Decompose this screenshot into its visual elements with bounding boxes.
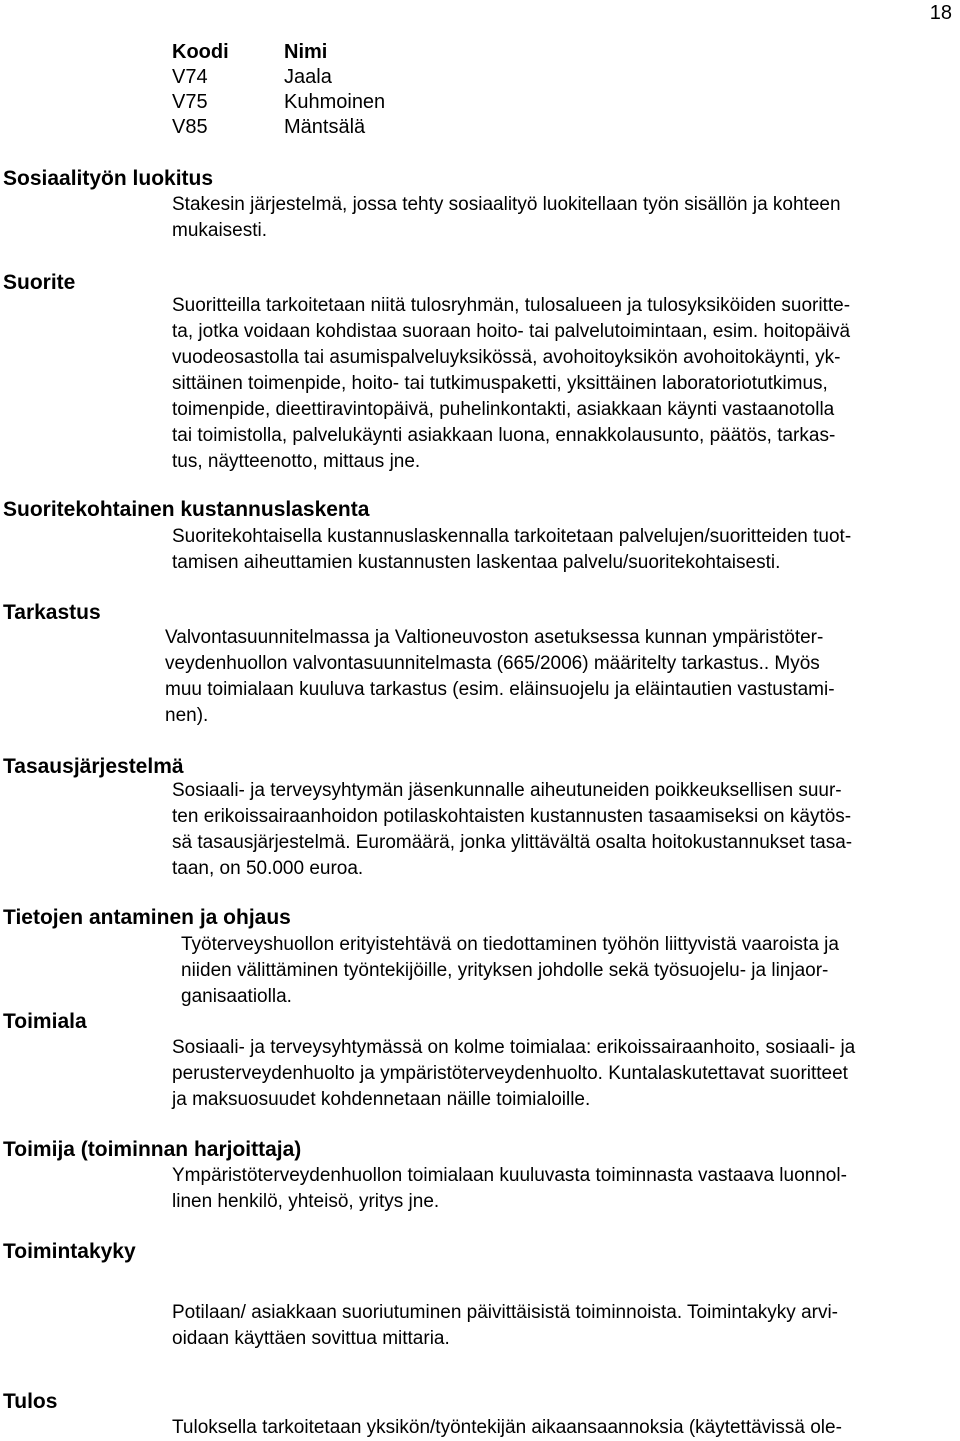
term-definition bbox=[172, 293, 850, 475]
text-line: ja maksuosuudet kohdennetaan näille toimialoille. bbox=[172, 1089, 591, 1110]
term-definition bbox=[172, 1415, 842, 1441]
text-line: tai toimistolla, palvelukäynti asiakkaan luona, ennakkolausunto, päätös, tarkas- bbox=[172, 425, 836, 446]
table-row bbox=[172, 90, 385, 115]
term-heading: Toimija (toiminnan harjoittaja) bbox=[3, 1138, 302, 1161]
code-cell: V85 bbox=[172, 116, 208, 138]
code-cell: V74 bbox=[172, 66, 208, 88]
text-line: vuodeosastolla tai asumispalveluyksikössä, avohoitoyksikön avohoitokäynti, yk- bbox=[172, 347, 841, 368]
term-heading: Tarkastus bbox=[3, 601, 101, 624]
text-line: oidaan käyttäen sovittua mittaria. bbox=[172, 1328, 450, 1349]
term-heading: Sosiaalityön luokitus bbox=[3, 167, 214, 190]
term-heading: Tasausjärjestelmä bbox=[3, 755, 184, 778]
page-number: 18 bbox=[929, 2, 952, 24]
term-definition bbox=[165, 625, 835, 729]
text-line: Sosiaali- ja terveysyhtymässä on kolme toimialaa: erikoissairaanhoito, sosiaali- ja bbox=[172, 1037, 856, 1058]
text-line: Ympäristöterveydenhuollon toimialaan kuuluvasta toiminnasta vastaava luonnol- bbox=[172, 1165, 847, 1186]
text-line: ten erikoissairaanhoidon potilaskohtaisten kustannusten tasaamiseksi on käytös- bbox=[172, 806, 852, 827]
text-line: ta, jotka voidaan kohdistaa suoraan hoito- tai palvelutoimintaan, esim. hoitopäivä bbox=[172, 321, 851, 342]
term-definition bbox=[172, 1300, 838, 1352]
term-definition bbox=[172, 778, 852, 882]
text-line: toimenpide, dieettiravintopäivä, puhelinkontakti, asiakkaan käynti vastaanotolla bbox=[172, 399, 835, 420]
table-row bbox=[172, 65, 385, 90]
term-definition bbox=[181, 932, 839, 1010]
text-line: niiden välittäminen työntekijöille, yrityksen johdolle sekä työsuojelu- ja linjaor- bbox=[181, 960, 829, 981]
name-cell: Jaala bbox=[284, 66, 332, 88]
text-line: ganisaatiolla. bbox=[181, 986, 292, 1007]
text-line: Suoritteilla tarkoitetaan niitä tulosryhmän, tulosalueen ja tulosyksiköiden suoritte- bbox=[172, 295, 851, 316]
text-line: Stakesin järjestelmä, jossa tehty sosiaalityö luokitellaan työn sisällön ja kohteen bbox=[172, 194, 841, 215]
text-line: Työterveyshuollon erityistehtävä on tiedottaminen työhön liittyvistä vaaroista ja bbox=[181, 934, 839, 955]
text-line: Suoritekohtaisella kustannuslaskennalla tarkoitetaan palvelujen/suoritteiden tuot- bbox=[172, 526, 852, 547]
text-line: nen). bbox=[165, 705, 209, 726]
text-line: perusterveydenhuolto ja ympäristöterveydenhuolto. Kuntalaskutettavat suoritteet bbox=[172, 1063, 848, 1084]
term-heading: Suoritekohtainen kustannuslaskenta bbox=[3, 498, 370, 521]
table-row bbox=[172, 115, 385, 140]
text-line: veydenhuollon valvontasuunnitelmasta (665/2006) määritelty tarkastus.. Myös bbox=[165, 653, 820, 674]
column-header-name: Nimi bbox=[284, 41, 328, 63]
term-heading: Tulos bbox=[3, 1390, 58, 1413]
term-definition bbox=[172, 524, 851, 576]
term-heading: Toimiala bbox=[3, 1010, 87, 1033]
text-line: Tuloksella tarkoitetaan yksikön/työntekijän aikaansaannoksia (käytettävissä ole- bbox=[172, 1417, 842, 1438]
term-heading: Suorite bbox=[3, 271, 76, 294]
codes-table-header bbox=[172, 40, 385, 65]
text-line: sä tasausjärjestelmä. Euromäärä, jonka ylittävältä osalta hoitokustannukset tasa- bbox=[172, 832, 853, 853]
text-line: tamisen aiheuttamien kustannusten laskentaa palvelu/suoritekohtaisesti. bbox=[172, 552, 781, 573]
text-line: muu toimialaan kuuluva tarkastus (esim. eläinsuojelu ja eläintautien vastustami- bbox=[165, 679, 835, 700]
text-line: taan, on 50.000 euroa. bbox=[172, 858, 364, 879]
term-definition bbox=[172, 192, 841, 244]
codes-table bbox=[172, 40, 385, 140]
name-cell: Kuhmoinen bbox=[284, 91, 386, 113]
code-cell: V75 bbox=[172, 91, 208, 113]
text-line: linen henkilö, yhteisö, yritys jne. bbox=[172, 1191, 440, 1212]
text-line: sittäinen toimenpide, hoito- tai tutkimuspaketti, yksittäinen laboratoriotutkimus, bbox=[172, 373, 828, 394]
column-header-code: Koodi bbox=[172, 41, 229, 63]
text-line: mukaisesti. bbox=[172, 220, 268, 241]
term-heading: Toimintakyky bbox=[3, 1240, 136, 1263]
text-line: Valvontasuunnitelmassa ja Valtioneuvoston asetuksessa kunnan ympäristöter- bbox=[165, 627, 824, 648]
term-definition bbox=[172, 1035, 855, 1113]
term-heading: Tietojen antaminen ja ohjaus bbox=[3, 906, 291, 929]
text-line: tus, näytteenotto, mittaus jne. bbox=[172, 451, 421, 472]
text-line: Potilaan/ asiakkaan suoriutuminen päivittäisistä toiminnoista. Toimintakyky arvi- bbox=[172, 1302, 839, 1323]
text-line: Sosiaali- ja terveysyhtymän jäsenkunnalle aiheutuneiden poikkeuksellisen suur- bbox=[172, 780, 842, 801]
term-definition bbox=[172, 1163, 847, 1215]
name-cell: Mäntsälä bbox=[284, 116, 366, 138]
